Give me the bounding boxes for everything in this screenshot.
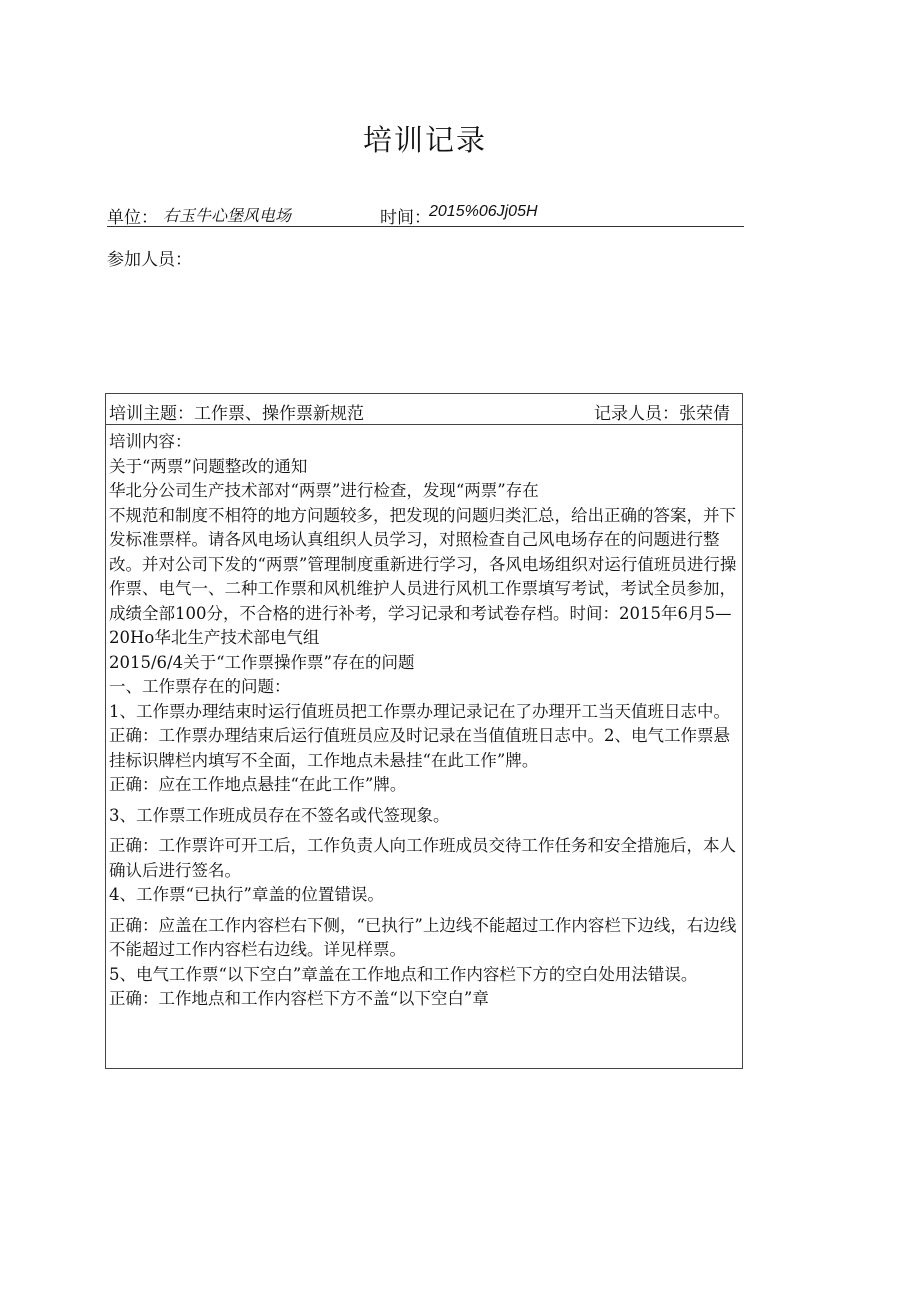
time-value: 2015%06Jj05H	[429, 203, 538, 220]
record-header-row	[106, 394, 742, 425]
content-paragraph: 正确：应在工作地点悬挂“在此工作”牌。	[109, 775, 407, 794]
content-paragraph: 2015/6/4关于“工作票操作票”存在的问题	[109, 652, 415, 672]
content-paragraph: 关于“两票”问题整改的通知	[109, 456, 308, 476]
participants-label: 参加人员：	[107, 250, 192, 270]
content-paragraph: 正确：应盖在工作内容栏右下侧，“已执行”上边线不能超过工作内容栏下边线，右边线不能超过工作内容栏右边线。详见样票。	[109, 915, 737, 959]
content-paragraph: 4、工作票“已执行”章盖的位置错误。	[109, 885, 384, 904]
unit-value: 右玉牛心堡风电场	[163, 208, 292, 225]
time-label: 时间：	[380, 208, 431, 228]
content-paragraph: 1、工作票办理结束时运行值班员把工作票办理记录记在了办理开工当天值班日志中。	[109, 701, 730, 721]
content-paragraph: 不规范和制度不相符的地方问题较多，把发现的问题归类汇总，给出正确的答案，并下发标准票样。请各风电场认真组织人员学习，对照检查自己风电场存在的问题进行整改。并对公司下发的“两票”管理制度重新进行学习，各风电场组织对运行值班员进行操作票、电气一、二种工作票和风机维护人员进行风机工作票填写考试，考试全员参加，成绩全部100分，不合格的进行补考，学习记录和考试卷存档。时间：2015年6月5—20Ho华北生产技术部电气组	[109, 505, 737, 647]
page-title: 培训记录	[362, 123, 487, 157]
header-info-line	[107, 200, 744, 227]
content-paragraph: 培训内容：	[109, 432, 192, 451]
content-paragraph: 3、工作票工作班成员存在不签名或代签现象。	[109, 805, 450, 825]
content-paragraph: 正确：工作票办理结束后运行值班员应及时记录在当值值班日志中。2、电气工作票悬挂标识牌栏内填写不全面，工作地点未悬挂“在此工作”牌。	[109, 726, 730, 770]
content-paragraph: 正确：工作票许可开工后，工作负责人向工作班成员交待工作任务和安全措施后，本人确认后进行签名。	[109, 836, 736, 880]
content-paragraph: 5、电气工作票“以下空白”章盖在工作地点和工作内容栏下方的空白处用法错误。	[109, 964, 698, 984]
training-record-table	[105, 393, 743, 1069]
content-paragraph: 正确：工作地点和工作内容栏下方不盖“以下空白”章	[109, 989, 489, 1008]
training-content	[109, 430, 739, 1012]
content-paragraph: 一、工作票存在的问题：	[109, 677, 291, 696]
unit-label: 单位：	[107, 208, 158, 228]
recorder: 记录人员：张荣倩	[594, 404, 730, 424]
content-paragraph: 华北分公司生产技术部对“两票”进行检查，发现“两票”存在	[109, 481, 539, 500]
training-topic: 培训主题：工作票、操作票新规范	[109, 404, 364, 424]
